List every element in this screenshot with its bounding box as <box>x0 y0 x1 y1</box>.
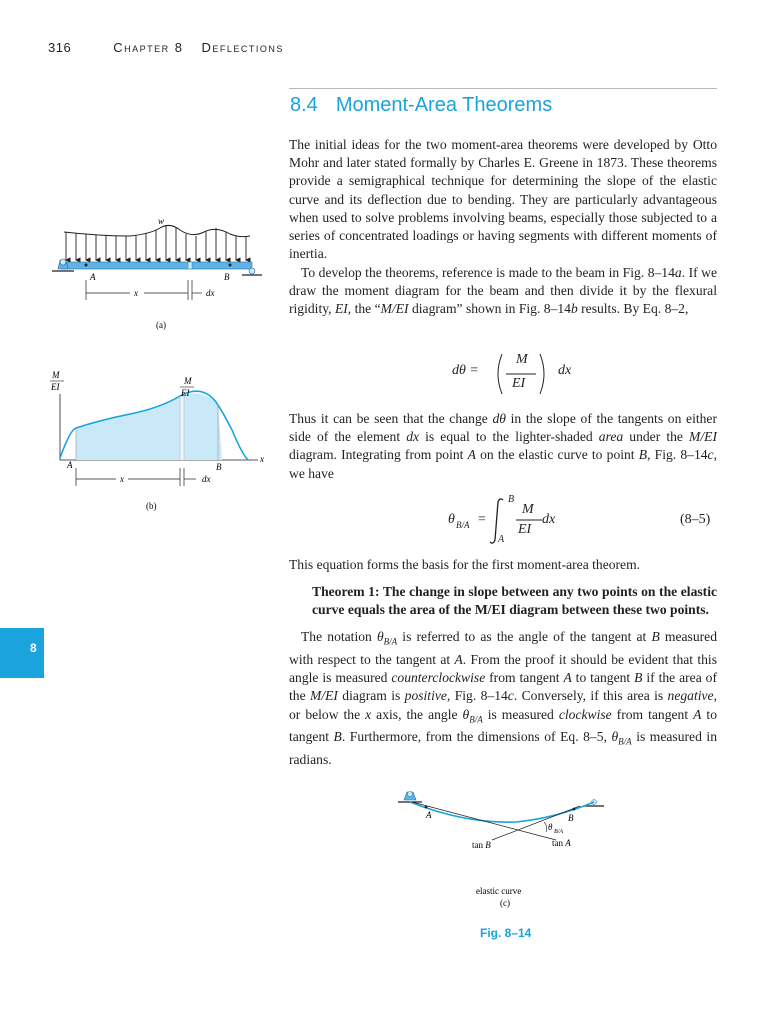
theorem-1: Theorem 1: The change in slope between any two points on the elastic curve equals the area of the M/EI diagram between these two points. <box>312 584 717 618</box>
paragraph-intro: The initial ideas for the two moment-area theorems were developed by Otto Mohr and later stated formally by Charles E. Greene in 1873. These theorems provide a semigraphical technique for determining the slope of the elastic curve and its deflection due to bending. They are particularly advantageous when used to solve problems involving beams, especially those subjected to a series of concentrated loadings or having segments with different moments of inertia. <box>289 137 717 262</box>
svg-text:x: x <box>134 288 138 298</box>
svg-text:A: A <box>67 460 73 470</box>
paragraph-notation: The notation $\theta_{B/A}$ is referred to as the angle of the tangent at B measured with respect to the tangent at A. From the proof it should be evident that this angle is measured counterclockwise from tangent A to tangent B if the area of the M/EI diagram is positive, Fig. 8–14c. Conversely, if this area is negative, or below the x axis, the angle $\theta_{B/A}$ is measured clockwise from tangent A to tangent B. Furthermore, from the dimensions of Eq. 8–5, $\theta_{B/A}$ is measured in radians. <box>289 629 718 768</box>
svg-text:M: M <box>52 370 60 380</box>
section-name: Moment-Area Theorems <box>335 94 553 116</box>
chapter-tab: 8 <box>0 628 44 678</box>
svg-text:B/A: B/A <box>554 829 563 835</box>
fig-a-w-label: w <box>158 216 165 226</box>
section-number: 8.4 <box>290 94 318 116</box>
fig-c-tanA: tan A <box>552 838 571 848</box>
svg-text:M: M <box>184 376 192 386</box>
equation-8-5: θ B/A = B A M EI dx (8–5) <box>448 494 711 545</box>
svg-text:x: x <box>260 454 264 464</box>
figure-a-beam <box>40 210 270 335</box>
equation-number: (8–5) <box>680 512 711 527</box>
svg-text:dx: dx <box>206 288 215 298</box>
figure-c-elastic-curve <box>396 788 620 912</box>
fig-a-caption: (a) <box>156 320 166 330</box>
running-header <box>48 40 302 56</box>
page-number: 316 <box>48 40 72 55</box>
paragraph-integrate: Thus it can be seen that the change dθ in the slope of the tangents on either side of the element dx is equal to the lighter-shaded area under the M/EI diagram. Integrating from point A on the elastic curve to point B, Fig. 8–14c, we have <box>289 411 717 481</box>
paragraph-develop: To develop the theorems, reference is made to the beam in Fig. 8–14a. If we draw the moment diagram for the beam and then divide it by the flexural rigidity, EI, the “M/EI diagram” shown in Fig. 8–14b results. By Eq. 8–2, <box>289 265 717 317</box>
svg-text:A: A <box>90 272 96 282</box>
svg-text:EI: EI <box>51 382 60 392</box>
svg-text:x: x <box>120 474 124 484</box>
fig-b-caption: (b) <box>146 501 157 511</box>
svg-text:B: B <box>568 813 574 823</box>
equation-dtheta: dθ = M EI dx <box>452 350 592 400</box>
chapter-title: Deflections <box>201 40 284 55</box>
svg-text:B: B <box>224 272 230 282</box>
svg-text:EI: EI <box>181 388 190 398</box>
fig-c-tanB: tan B <box>472 840 491 850</box>
paragraph-basis: This equation forms the basis for the first moment-area theorem. <box>289 557 641 572</box>
figure-caption: Fig. 8–14 <box>480 926 532 940</box>
chapter-label: Chapter 8 <box>113 40 184 55</box>
svg-text:A: A <box>426 810 432 820</box>
fig-c-label: elastic curve <box>476 886 522 896</box>
svg-text:dx: dx <box>202 474 211 484</box>
figure-b-m-ei-diagram <box>40 368 272 516</box>
section-title <box>290 94 552 117</box>
fig-c-caption: (c) <box>500 898 510 908</box>
svg-text:θ: θ <box>548 822 553 832</box>
chapter-heading <box>113 40 302 55</box>
section-rule <box>289 88 717 89</box>
svg-text:B: B <box>216 462 222 472</box>
